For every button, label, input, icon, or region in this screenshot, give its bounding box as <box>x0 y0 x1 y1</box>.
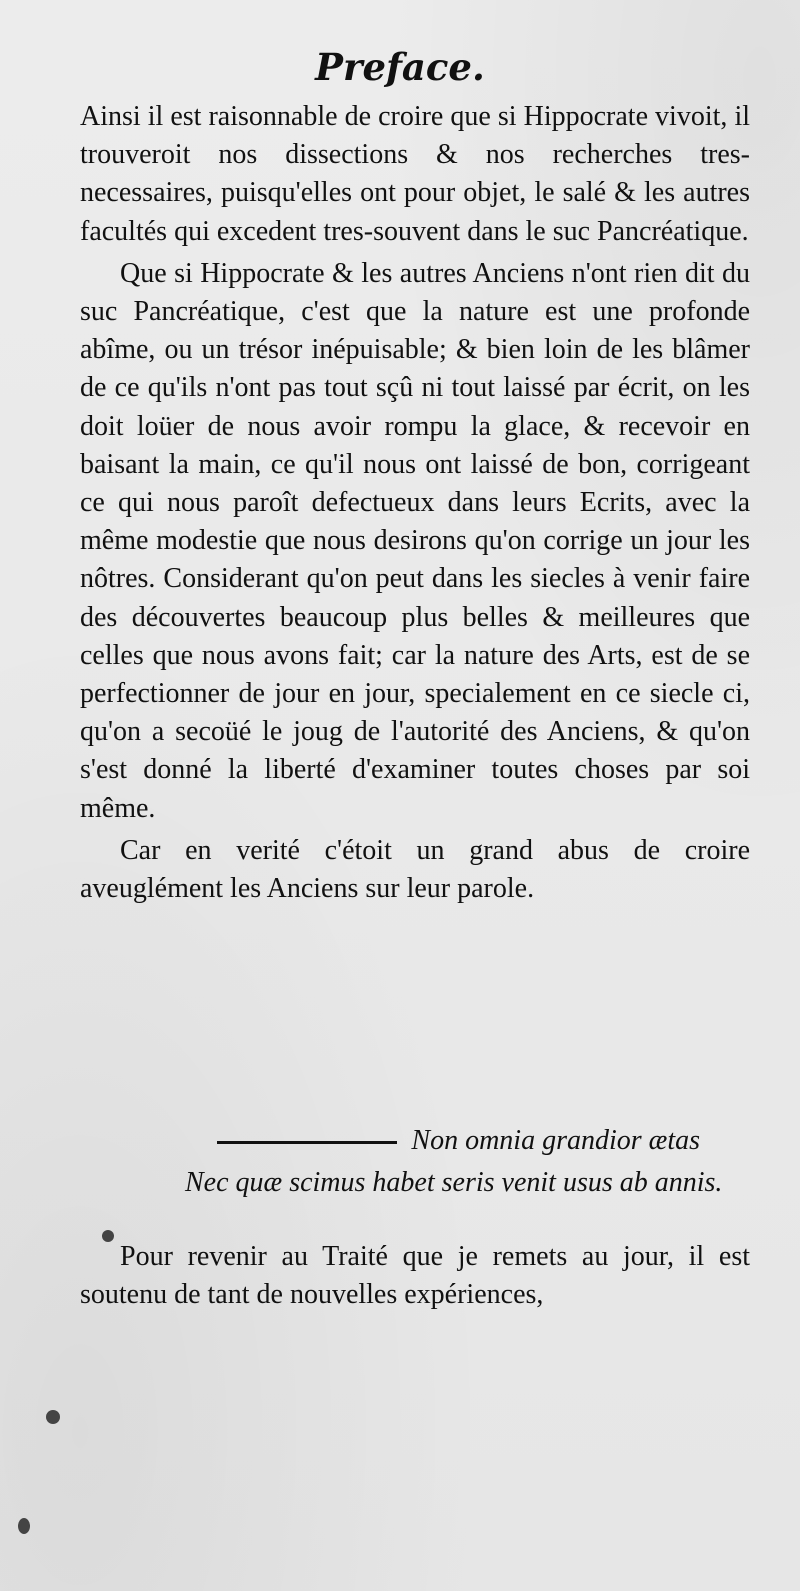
quote-line-2: Nec quæ scimus habet seris venit usus ab annis. <box>185 1167 723 1198</box>
quote-line-1-text: Non omnia grandior ætas <box>411 1125 700 1156</box>
ink-spot <box>46 1410 60 1424</box>
running-head: Preface. <box>315 45 485 89</box>
body-text <box>80 98 750 912</box>
ink-spot <box>102 1230 114 1242</box>
em-dash-rule <box>217 1141 397 1144</box>
paragraph-2: Que si Hippocrate & les autres Anciens n'ont rien dit du suc Pancréatique, c'est que la nature est une profonde abîme, ou un trésor inépuisable; & bien loin de les blâmer de ce qu'ils n'ont pas tout sçû ni tout laissé par écrit, on les doit loüer de nous avoir rompu la glace, & recevoir en baisant la main, ce qu'il nous ont laissé de bon, corrigeant ce qui nous paroît defectueux dans leurs Ecrits, avec la même modestie que nous desirons qu'on corrige un jour les nôtres. Considerant qu'on peut dans les siecles à venir faire des découvertes beaucoup plus belles & meilleures que celles que nous avons fait; car la nature des Arts, est de se perfectionner de jour en jour, specialement en ce siecle ci, qu'on a secoüé le joug de l'autorité des Anciens, & qu'on s'est donné la liberté d'examiner toutes choses par soi même. <box>80 257 750 824</box>
closing-paragraph: Pour revenir au Traité que je remets au jour, il est soutenu de tant de nouvelles expériences, <box>80 1241 750 1311</box>
ink-spot <box>18 1518 30 1534</box>
quote-line-1 <box>217 1120 700 1161</box>
paragraph-3: Car en verité c'étoit un grand abus de croire aveuglément les Anciens sur leur parole. <box>80 834 750 905</box>
closing-text <box>80 1238 750 1318</box>
paragraph-1: Ainsi il est raisonnable de croire que si Hippocrate vivoit, il trouveroit nos dissections & nos recherches tres-necessaires, puisqu'elles ont pour objet, le salé & les autres facultés qui excedent tres-souvent dans le suc Pancréatique. <box>80 101 750 247</box>
